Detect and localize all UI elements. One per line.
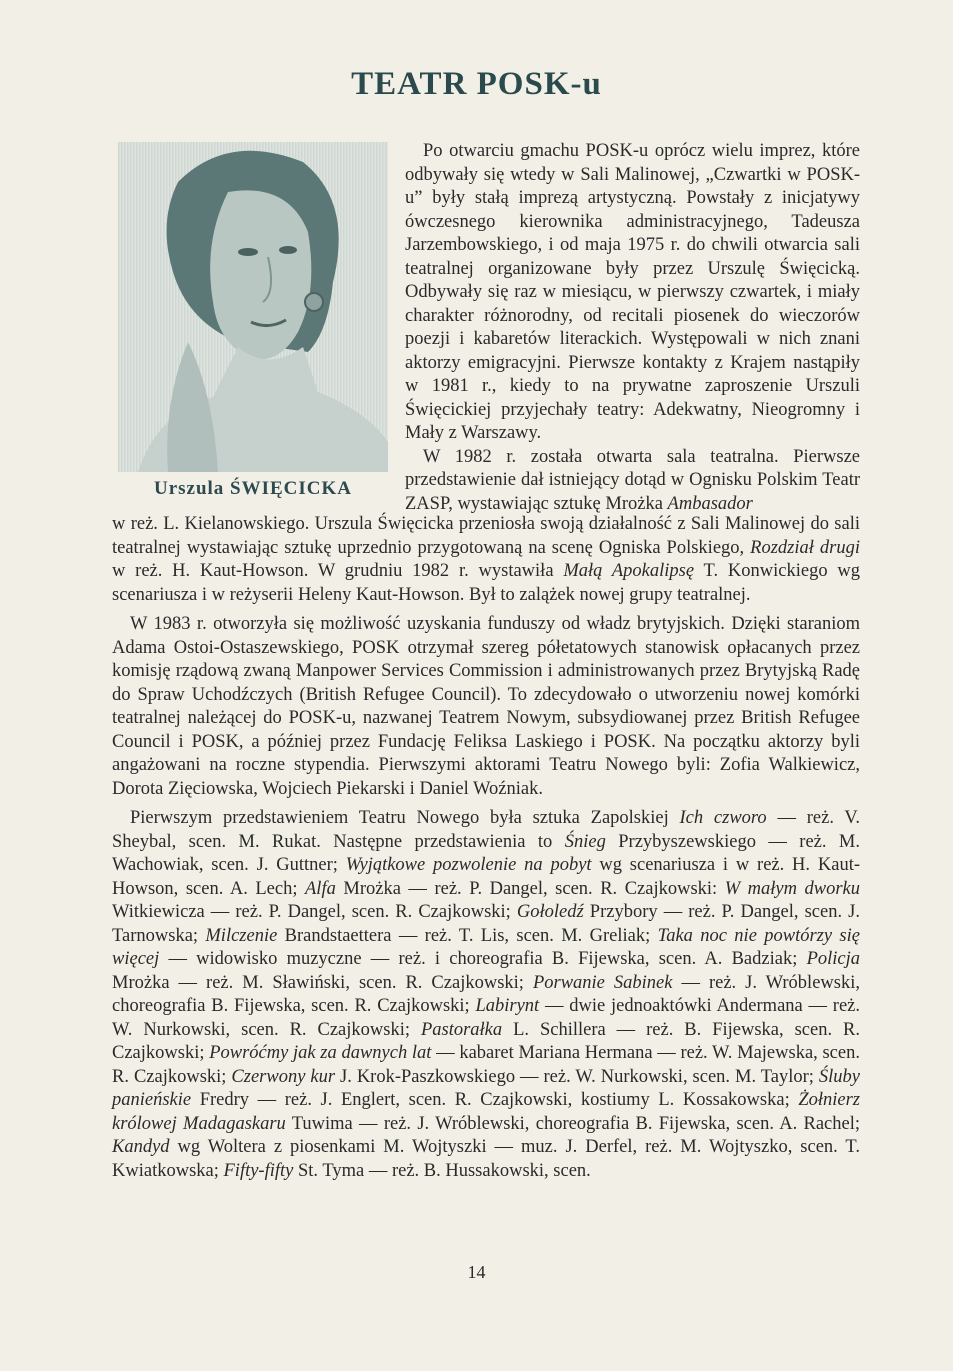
page-title: TEATR POSK-u [351,66,602,102]
play-title: Gołoledź [516,902,584,922]
play-title: Taka noc nie powtórzy się więcej [112,925,860,969]
para2-text-start: W 1982 r. została otwarta sala teatralna. Pierwsze przedstawienie dał istniejący dotąd w Ognisku Polskim Teatr ZASP, wystawiając sztukę Mrożka [405,446,860,514]
play-title: Śnieg [564,831,606,852]
paragraph-text: Fredry — reż. J. Englert, scen. R. Czajkowski, kostiumy L. Kossakowska; [191,1090,799,1110]
paragraph-text: L. Schillera — reż. B. Fijewska, scen. R. Czajkowski; [112,1019,860,1063]
paragraph-text: — reż. V. Sheybal, scen. M. Rukat. Następne przedstawienia to [112,808,860,852]
paragraph-text: St. Tyma — reż. B. Hussakowski, scen. [293,1160,591,1181]
paragraph-text: Przybyszewskiego — reż. M. Wachowiak, scen. J. Guttner; [112,831,860,875]
play-title: Fifty-fifty [223,1160,294,1181]
para2-text-mid2: w reż. H. Kaut-Howson. W grudniu 1982 r. wystawiła [112,561,564,581]
play-title: Porwanie Sabinek [532,972,673,993]
intro-column [405,140,860,516]
play-title: Policja [806,949,860,969]
play-title: Śluby panieńskie [112,1066,860,1110]
main-text [112,513,860,1183]
play-title: Powróćmy jak za dawnych lat [209,1043,432,1063]
paragraph-1982 [405,446,860,517]
para2-title-ambasador: Ambasador [667,493,753,514]
paragraph-text: Mrożka — reż. P. Dangel, scen. R. Czajkowski: [335,878,725,899]
para2-title-apokalipsa: Małą Apokalipsę [563,561,695,581]
play-title: Wyjątkowe pozwolenie na pobyt [345,855,592,875]
paragraph-text: wg Woltera z piosenkami M. Wojtyszki — muz. J. Derfel, reż. M. Wojtyszko, scen. T. Kwiatkowska; [112,1137,860,1181]
play-title: Alfa [305,878,336,899]
play-title: Czerwony kur [231,1066,336,1087]
para2-title-rozdzial: Rozdział drugi [750,537,860,558]
page-number: 14 [467,1262,486,1282]
para2-text-end: T. Konwickiego wg scenariusza i w reżyserii Heleny Kaut-Howson. Był to zalążek nowej grupy teatralnej. [112,561,860,605]
play-title: Labirynt [475,996,540,1016]
play-title: W małym dworku [724,878,861,899]
play-title: Kandyd [112,1137,170,1157]
paragraph-text: Witkiewicza — reż. P. Dangel, scen. R. Czajkowski; [112,902,517,922]
portrait-image [118,142,388,472]
paragraph-text: — kabaret Mariana Hermana — reż. W. Majewska, scen. R. Czajkowski; [112,1043,860,1087]
play-title: Milczenie [205,925,278,946]
paragraph-text: Pierwszym przedstawieniem Teatru Nowego była sztuka Zapolskiej [130,808,680,828]
paragraph-text: J. Krok-Paszkowskiego — reż. W. Nurkowski, scen. M. Taylor; [335,1066,819,1087]
play-title: Żołnierz królowej Madagaskaru [112,1090,860,1134]
paragraph-text: — reż. J. Wróblewski, choreografia B. Fijewska, scen. R. Czajkowski; [112,972,860,1016]
portrait-photo [118,142,388,472]
paragraph-performances [112,807,860,1183]
paragraph-text: wg scenariusza i w reż. H. Kaut-Howson, scen. A. Lech; [112,855,860,899]
paragraph-text: Tuwima — reż. J. Wróblewski, choreografia B. Fijewska, scen. A. Rachel; [285,1113,860,1134]
paragraph-text: Mrożka — reż. M. Sławiński, scen. R. Czajkowski; [112,972,533,993]
para2-text-mid1: w reż. L. Kielanowskiego. Urszula Święcicka przeniosła swoją działalność z Sali Malinowej do sali teatralnej wystawiając sztukę uprzednio przygotowaną na scenę Ogniska Polskiego, [112,514,860,558]
paragraph-text: Brandstaettera — reż. T. Lis, scen. M. Greliak; [277,925,658,946]
paragraph-text: — widowisko muzyczne — reż. i choreografia B. Fijewska, scen. A. Badziak; [159,949,807,969]
paragraph-1983: W 1983 r. otworzyła się możliwość uzyskania funduszy od władz brytyjskich. Dzięki staraniom Adama Ostoi-Ostaszewskiego, POSK otrzymał szereg półetatowych stanowisk opłacanych przez komisję rządową zwaną Manpower Services Commission i administrowanych przez Brytyjską Radę do Spraw Uchodźczych (British Refugee Council). To zdecydowało o utworzeniu nowej komórki teatralnej należącej do POSK-u, nazwanej Teatrem Nowym, subsydiowanej przez British Refugee Council i POSK, a później przez Fundację Feliksa Laskiego i POSK. Na początku aktorzy byli angażowani na roczne stypendia. Pierwszymi aktorami Teatru Nowego byli: Zofia Walkiewicz, Dorota Zięciowska, Wojciech Piekarski i Daniel Woźniak. [112,614,860,799]
paragraph-text: Przybory — reż. P. Dangel, scen. J. Tarnowska; [112,902,860,946]
intro-paragraph: Po otwarciu gmachu POSK-u oprócz wielu imprez, które odbywały się wtedy w Sali Malinowej, „Czwartki w POSK-u” były stałą imprezą artystyczną. Powstały z inicjatywy ówczesnego kierownika administracyjnego, Tadeusza Jarzembowskiego, i od maja 1975 r. do chwili otwarcia sali teatralnej organizowane były przez Urszulę Święcicką. Odbywały się raz w miesiącu, w pierwszy czwartek, i miały charakter różnorodny, od recitali piosenek do wieczorów poezji i kabaretów literackich. Występowali w nich znani aktorzy emigracyjni. Pierwsze kontakty z Krajem nastąpiły w 1981 r., kiedy to na prywatne zaproszenie Urszuli Święcickiej przyjechały teatry: Adekwatny, Nieogromny i Mały z Warszawy. [405,141,860,443]
paragraph-text: — dwie jednoaktówki Andermana — reż. W. Nurkowski, scen. R. Czajkowski; [112,996,860,1040]
paragraph-1982-continued [112,513,860,607]
play-title: Ich czworo [679,808,767,828]
play-title: Pastorałka [420,1019,503,1040]
photo-caption: Urszula ŚWIĘCICKA [153,478,353,499]
